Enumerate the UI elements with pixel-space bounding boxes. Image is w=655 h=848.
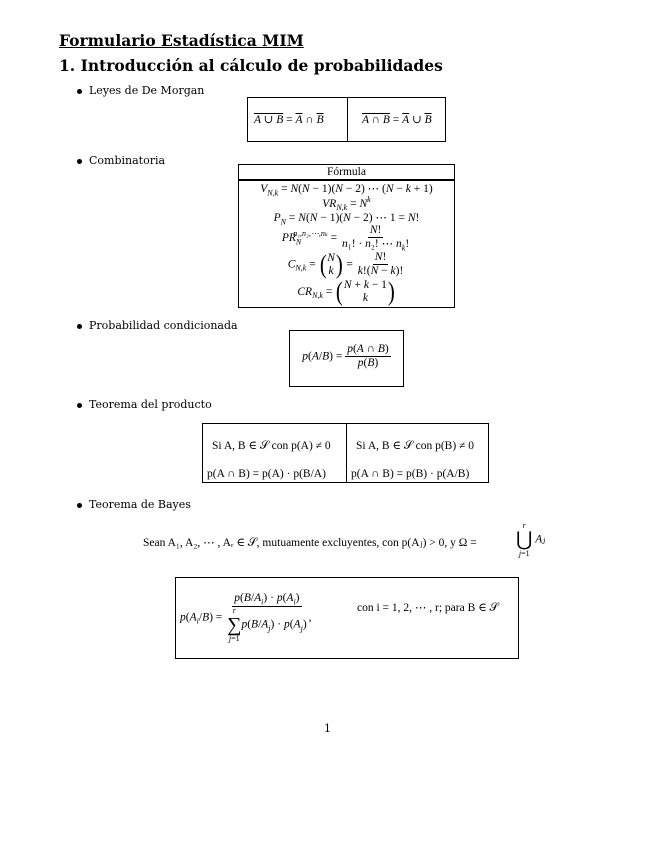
formula-bayes: $p(A_i/B)$ = $p(B/A_i) \cdot p(A_i)$ r ∑ j=1 $p(B/A_j) \cdot p(A_j)$ ,: [180, 592, 312, 644]
bullet-dot-icon: [77, 159, 82, 164]
bullet-label: Leyes de De Morgan: [89, 84, 205, 97]
bullet-condicionada: [77, 319, 238, 332]
de-morgan-law-2: A ∩ $B = \overline{A}$ ∪ $\overline{B}$: [362, 114, 432, 126]
product-cond-2: Si A, B ∈ 𝒮 con p(B) ≠ 0: [356, 440, 474, 452]
comb-formulas-box: [238, 180, 455, 308]
union-term: Aⱼ: [535, 533, 546, 546]
bullet-dot-icon: [77, 89, 82, 94]
bayes-hypothesis: [143, 535, 477, 550]
bayes-condition: con i = 1, 2, ⋯ , r; para B ∈ 𝒮: [357, 602, 499, 614]
formula-combinations: $C_{N,k}$ = ( N k ) = $\frac{N!}{k!(N - k)!}$: [287, 249, 404, 279]
comb-header: Fórmula: [327, 166, 366, 178]
formula-permutations: $P_N = N(N - 1)(N - 2)$ ⋯ 1 = N!: [273, 212, 420, 227]
product-box: [202, 423, 489, 483]
conditional-box: [289, 330, 404, 387]
bullet-bayes: [77, 498, 191, 511]
formula-variations: $V_{N,k} = N(N - 1)(N - 2)$ ⋯ (N − k + 1): [260, 183, 433, 198]
bullet-label: Teorema del producto: [89, 398, 212, 411]
bullet-dot-icon: [77, 324, 82, 329]
bayes-box: [175, 577, 519, 659]
de-morgan-box: [247, 97, 446, 142]
bullet-dot-icon: [77, 503, 82, 508]
formula-variations-repetition: $VR_{N,k} = N^k$: [322, 195, 371, 213]
box-divider: [347, 98, 348, 141]
union-operator: r ⋃ j=1 Aⱼ: [516, 521, 546, 558]
bullet-label: Combinatoria: [89, 154, 166, 167]
bullet-label: Probabilidad condicionada: [89, 319, 238, 332]
formula-combinations-repetition: $CR_{N,k}$ = ( N + k − 1 k ): [297, 277, 395, 307]
bayes-hypothesis-text: Sean A₁, A₂, ⋯ , Aᵣ ∈ 𝒮, mutuamente excluyentes, con p(Aⱼ) > 0, y Ω =: [143, 537, 477, 549]
bullet-de-morgan: [77, 84, 204, 97]
bullet-producto: [77, 398, 212, 411]
document-title: Formulario Estadística MIM: [59, 31, 304, 50]
comb-header-box: [238, 164, 455, 180]
product-cond-1: Si A, B ∈ 𝒮 con p(A) ≠ 0: [212, 440, 331, 452]
bullet-combinatoria: [77, 154, 165, 167]
formula-conditional: p(A/B) = $\frac{p(A \cap B)}{p(B)}$: [302, 343, 389, 370]
bullet-dot-icon: [77, 403, 82, 408]
page-number: 1: [324, 722, 331, 735]
formula-permutations-repetition: $PR_N^{n_1,n_2,\cdots,n_k}$ = $\frac{N!}{n_1! \cdot n_2! \cdots n_k!}$: [281, 224, 410, 253]
bullet-label: Teorema de Bayes: [89, 498, 191, 511]
product-result-1: p(A ∩ B) = p(A) · p(B/A): [207, 468, 326, 480]
box-divider: [346, 424, 347, 482]
product-result-2: p(A ∩ B) = p(B) · p(A/B): [351, 468, 470, 480]
de-morgan-law-1: A ∪ $B = \overline{A}$ ∩ $\overline{B}$: [254, 114, 324, 126]
section-heading: 1. Introducción al cálculo de probabilidades: [59, 56, 443, 75]
